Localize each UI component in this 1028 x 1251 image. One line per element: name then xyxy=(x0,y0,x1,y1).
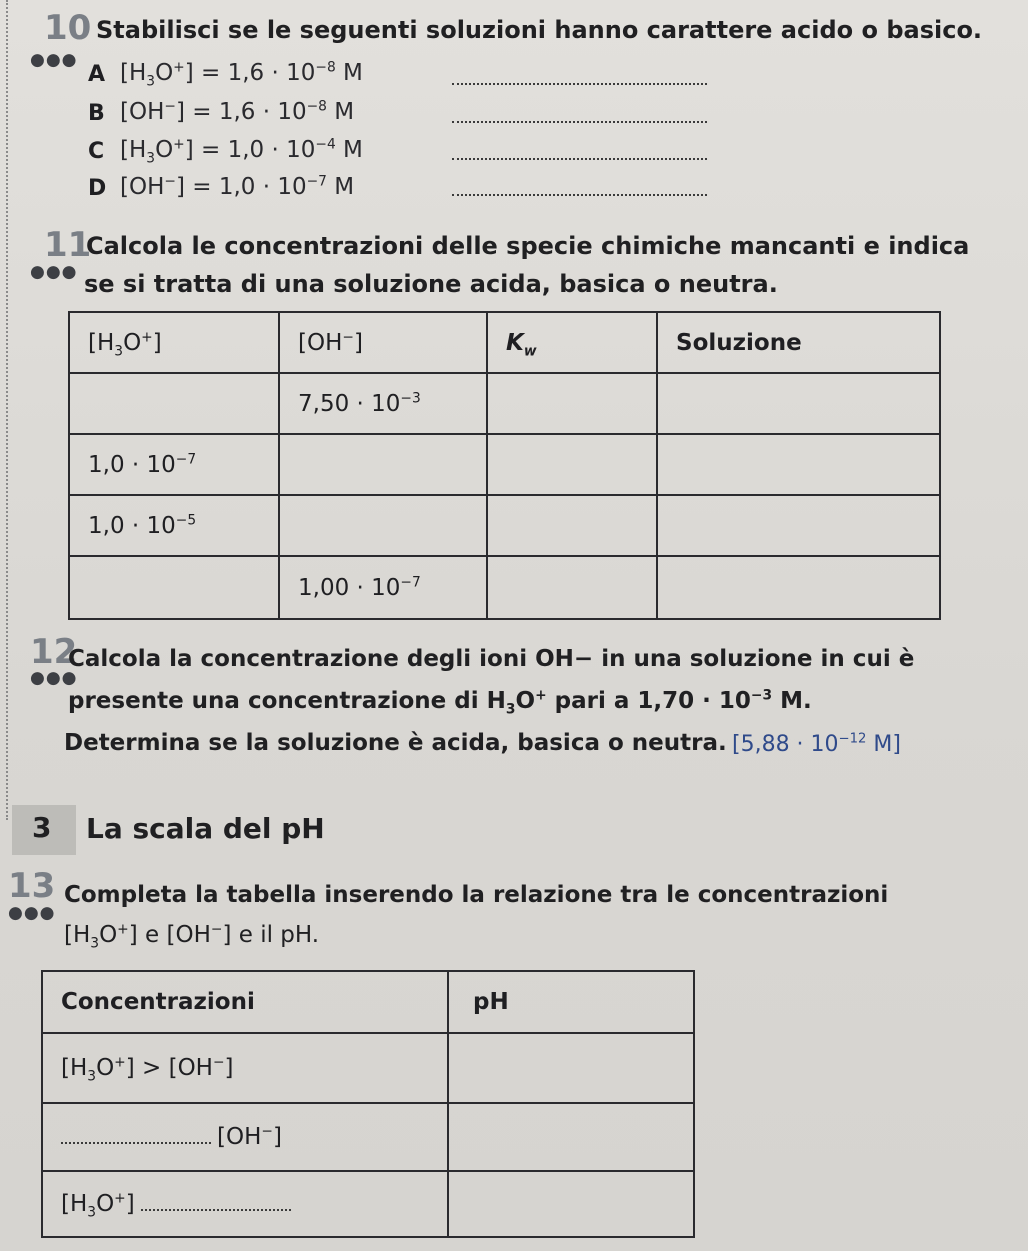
cell-kw[interactable] xyxy=(487,556,657,619)
header-soluzione: Soluzione xyxy=(657,312,940,373)
header-h3o: $[H_3O^+]$ xyxy=(69,312,279,373)
difficulty-dots-11: ●●● xyxy=(30,262,78,282)
exercise-12-line1: Calcola la concentrazione degli ioni OH− in una soluzione in cui è xyxy=(68,646,915,672)
cell-ph[interactable] xyxy=(448,1171,694,1237)
item-b-expression: $[OH^-] = 1,6 \cdot 10^{-8}$ M xyxy=(120,98,355,125)
item-a-expression: $[H_3O^+] = 1,6 \cdot 10^{-8}$ M xyxy=(120,59,363,90)
table-row xyxy=(69,556,940,619)
exercise-13-line2: $[H_3O^+]$ e [OH−] e il pH. xyxy=(64,921,320,952)
header-ph: pH xyxy=(448,971,694,1033)
exercise-11-line2: se si tratta di una soluzione acida, basica o neutra. xyxy=(84,270,778,298)
relation-blank[interactable] xyxy=(61,1142,211,1144)
exercise-11-line1: Calcola le concentrazioni delle specie chimiche mancanti e indica xyxy=(86,232,970,260)
table-row xyxy=(42,1033,694,1103)
cell-h3o[interactable] xyxy=(69,373,279,434)
exercise-12-answer: [$5,88 \cdot 10^{-12}$ M] xyxy=(732,731,901,757)
table-row xyxy=(42,1171,694,1237)
cell-oh: $7,50 \cdot 10^{-3}$ xyxy=(279,373,487,434)
answer-blank-d[interactable] xyxy=(452,194,707,196)
table-header-row xyxy=(42,971,694,1033)
exercise-12-line3: Determina se la soluzione è acida, basica o neutra. xyxy=(64,730,727,756)
item-a-label: A xyxy=(88,62,106,87)
table-header-row xyxy=(69,312,940,373)
item-d-label: D xyxy=(88,176,107,201)
answer-blank-c[interactable] xyxy=(452,158,707,160)
table-row xyxy=(69,434,940,495)
cell-oh[interactable] xyxy=(279,495,487,556)
header-concentrazioni: Concentrazioni xyxy=(42,971,448,1033)
difficulty-dots-12: ●●● xyxy=(30,668,78,688)
cell-kw[interactable] xyxy=(487,434,657,495)
exercise-13-line1: Completa la tabella inserendo la relazione tra le concentrazioni xyxy=(64,882,889,908)
exercise-10-number: 10 xyxy=(44,8,92,48)
cell-ph[interactable] xyxy=(448,1033,694,1103)
item-c-expression: $[H_3O^+] = 1,0 \cdot 10^{-4}$ M xyxy=(120,136,363,167)
difficulty-dots-13: ●●● xyxy=(8,903,56,923)
exercise-10-title: Stabilisci se le seguenti soluzioni hanno carattere acido o basico. xyxy=(96,16,983,44)
concentration-table xyxy=(68,311,941,620)
table-row xyxy=(42,1103,694,1171)
exercise-11-number: 11 xyxy=(44,225,92,265)
cell-concentration: [OH−] xyxy=(42,1103,448,1171)
cell-concentration: $[H_3O^+]$ xyxy=(42,1171,448,1237)
item-c-label: C xyxy=(88,139,105,164)
cell-concentration: $[H_3O^+] > [OH^-]$ xyxy=(42,1033,448,1103)
cell-oh: $1,00 \cdot 10^{-7}$ xyxy=(279,556,487,619)
cell-soluzione[interactable] xyxy=(657,434,940,495)
exercise-12-line2: presente una concentrazione di $H_3O^+$ pari a $1,70 \cdot 10^{-3}$ M. xyxy=(68,687,812,718)
difficulty-dots-10: ●●● xyxy=(30,50,78,70)
item-b-label: B xyxy=(88,101,105,126)
cell-h3o: $1,0 \cdot 10^{-5}$ xyxy=(69,495,279,556)
answer-blank-a[interactable] xyxy=(452,83,707,85)
section-number: 3 xyxy=(32,811,52,844)
header-kw: $K_w$ xyxy=(487,312,657,373)
item-d-expression: $[OH^-] = 1,0 \cdot 10^{-7}$ M xyxy=(120,173,355,200)
cell-ph[interactable] xyxy=(448,1103,694,1171)
table-row xyxy=(69,495,940,556)
cell-oh[interactable] xyxy=(279,434,487,495)
table-row xyxy=(69,373,940,434)
margin-dotted-line xyxy=(6,0,8,820)
cell-h3o: $1,0 \cdot 10^{-7}$ xyxy=(69,434,279,495)
cell-soluzione[interactable] xyxy=(657,495,940,556)
answer-blank-b[interactable] xyxy=(452,121,707,123)
ph-table xyxy=(41,970,695,1238)
cell-soluzione[interactable] xyxy=(657,373,940,434)
cell-soluzione[interactable] xyxy=(657,556,940,619)
relation-blank[interactable] xyxy=(141,1209,291,1211)
section-title: La scala del pH xyxy=(86,812,325,845)
exercise-12-number: 12 xyxy=(30,632,78,672)
header-oh: [OH−] xyxy=(279,312,487,373)
cell-kw[interactable] xyxy=(487,373,657,434)
cell-kw[interactable] xyxy=(487,495,657,556)
cell-h3o[interactable] xyxy=(69,556,279,619)
exercise-13-number: 13 xyxy=(8,866,56,906)
